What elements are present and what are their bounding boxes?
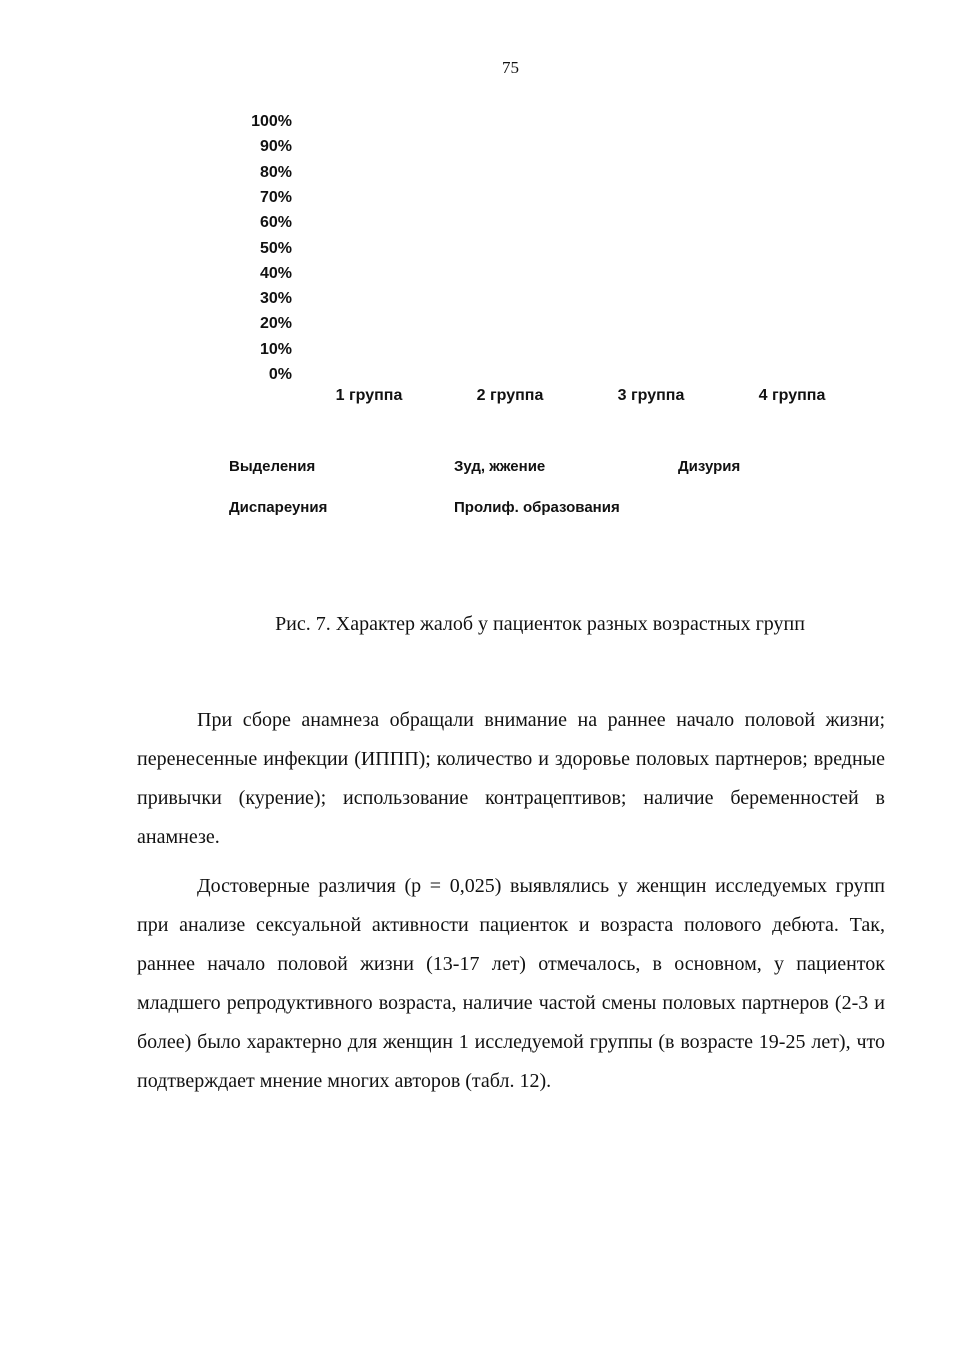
- x-tick-label: 2 группа: [476, 387, 544, 404]
- x-tick-label: 4 группа: [758, 387, 826, 404]
- y-tick-label: 80%: [259, 163, 292, 181]
- figure-caption: Рис. 7. Характер жалоб у пациенток разных возрастных групп: [275, 613, 805, 635]
- legend-entry-prolif-formations: Пролиф. образования: [454, 499, 620, 516]
- y-tick-label: 50%: [259, 239, 292, 257]
- legend-entry-dyspareunia: Диспареуния: [229, 499, 328, 516]
- y-tick-label: 40%: [259, 264, 292, 282]
- x-tick-label: 1 группа: [335, 387, 403, 404]
- x-tick-label: 3 группа: [617, 387, 685, 404]
- y-tick-label: 100%: [251, 113, 292, 130]
- y-tick-label: 70%: [259, 188, 292, 206]
- y-tick-label: 0%: [268, 366, 292, 383]
- body-text: [137, 701, 885, 1101]
- plot-area: [298, 122, 860, 376]
- stacked-bar-chart: [0, 0, 954, 540]
- y-tick-label: 90%: [259, 138, 292, 156]
- paragraph: При сборе анамнеза обращали внимание на раннее начало половой жизни; перенесенные инфекции (ИППП); количество и здоровье половых партнеров; вредные привычки (курение); использование контрацептивов; наличие беременностей в анамнезе.: [137, 709, 885, 848]
- y-tick-label: 10%: [259, 340, 292, 358]
- paragraph: Достоверные различия (р = 0,025) выявлялись у женщин исследуемых групп при анализе сексуальной активности пациенток и возраста полового дебюта. Так, раннее начало половой жизни (13-17 лет) отмечалось, в основном, у пациенток младшего репродуктивного возраста, наличие частой смены половых партнеров (2-3 и более) было характерно для женщин 1 исследуемой группы (в возрасте 19-25 лет), что подтверждает мнение многих авторов (табл. 12).: [137, 875, 885, 1092]
- legend-entry-itching: Зуд, жжение: [454, 458, 546, 475]
- y-tick-label: 20%: [259, 315, 292, 333]
- y-tick-label: 60%: [259, 214, 292, 232]
- legend-entry-discharge: Выделения: [229, 458, 316, 475]
- y-tick-label: 30%: [259, 290, 292, 308]
- legend-entry-dysuria: Дизурия: [678, 458, 741, 475]
- page-number: 75: [502, 58, 519, 77]
